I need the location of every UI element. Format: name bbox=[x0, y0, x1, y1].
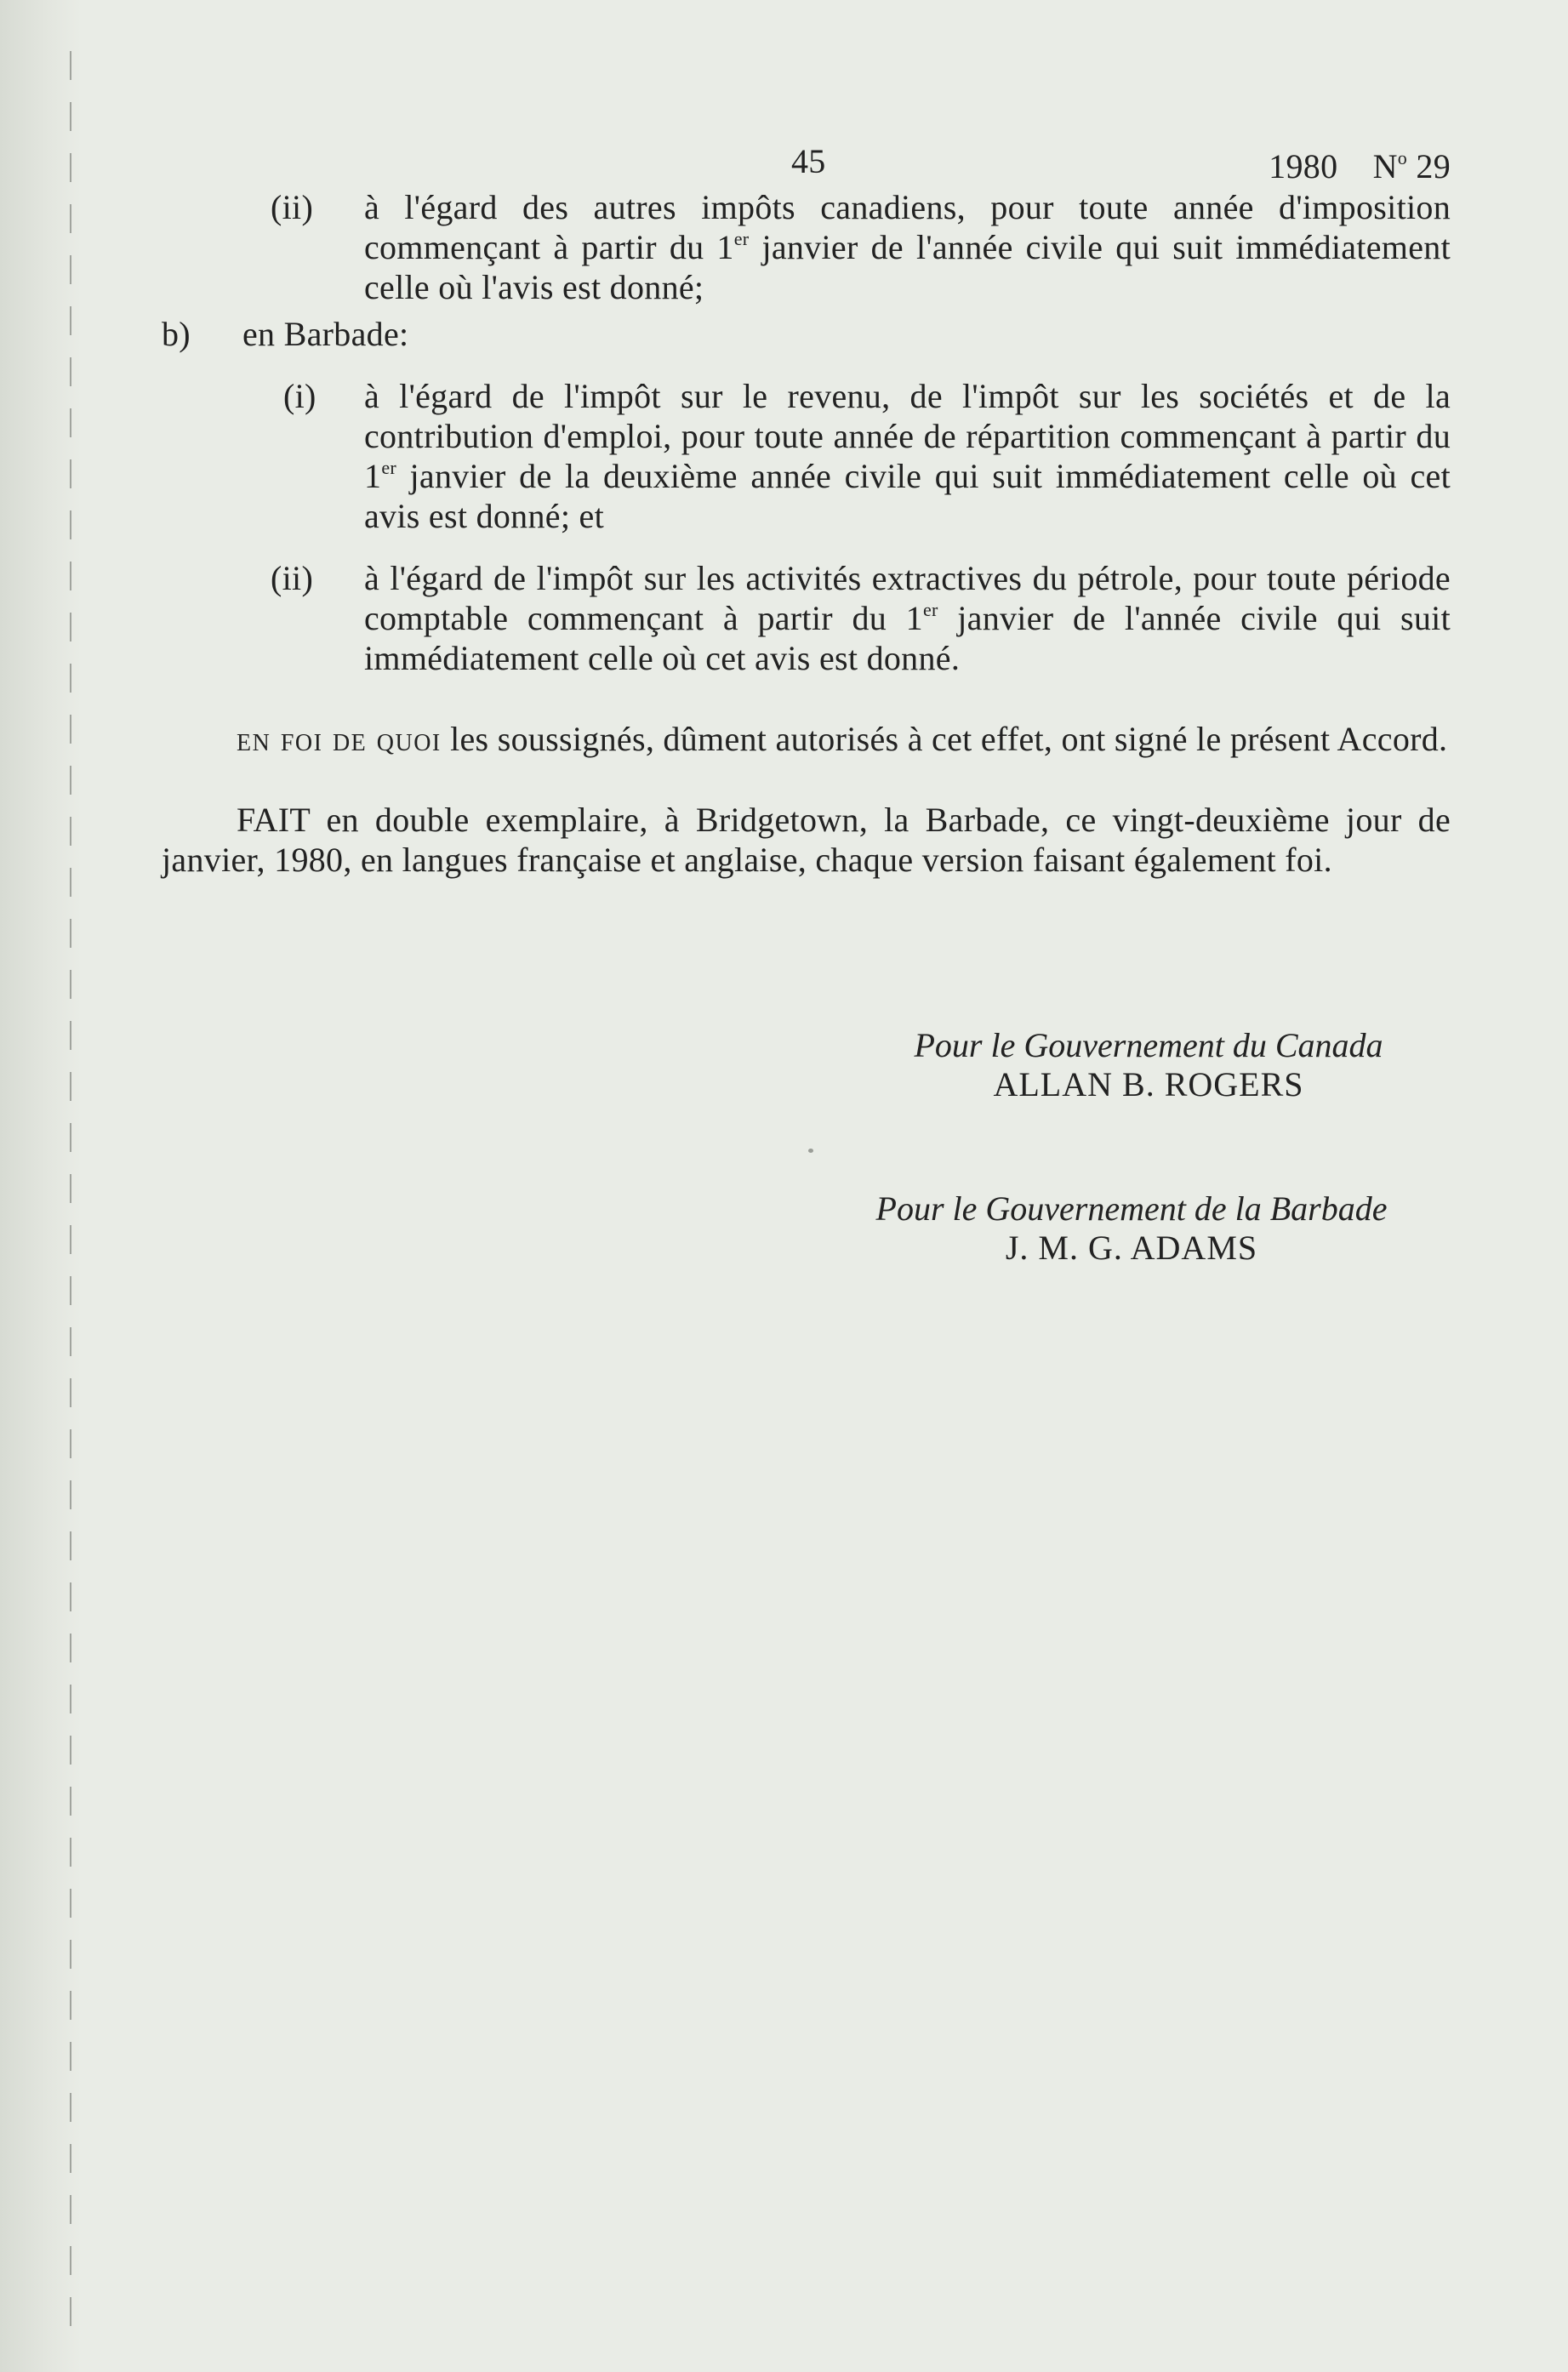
clause-b-ii bbox=[271, 558, 1451, 678]
clause-text: à l'égard des autres impôts canadiens, pour toute année d'imposition commençant à partir du 1 bbox=[364, 188, 1451, 266]
done-paragraph bbox=[162, 800, 1451, 880]
clause-b bbox=[162, 314, 1451, 354]
issue-number-label: $N^o$ bbox=[1372, 147, 1408, 185]
superscript: er bbox=[733, 228, 750, 249]
signatory-name: J. M. G. ADAMS bbox=[1005, 1229, 1258, 1267]
page-number: 45 bbox=[791, 142, 826, 180]
issue-number-label-sup: o bbox=[1397, 147, 1408, 168]
clause-text: janvier de l'année civile qui suit immédiatement celle où cet avis est donné. bbox=[364, 599, 1451, 677]
document-page bbox=[162, 136, 1451, 880]
signatory-government: Pour le Gouvernement de la Barbade bbox=[875, 1189, 1388, 1228]
done-text: FAIT en double exemplaire, à Bridgetown, la Barbade, ce vingt-deuxième jour de janvier, 1980, en langues française et anglaise, chaque version faisant également foi. bbox=[162, 801, 1451, 879]
witness-lead: en foi de quoi bbox=[237, 720, 442, 758]
issue-reference bbox=[1269, 146, 1451, 186]
clause-text: janvier de l'année civile qui suit immédiatement celle où l'avis est donné; bbox=[364, 228, 1451, 306]
superscript: er bbox=[381, 457, 397, 478]
signatory-name: ALLAN B. ROGERS bbox=[993, 1065, 1304, 1103]
clause-text: à l'égard de l'impôt sur les activités extractives du pétrole, pour toute période comptable commençant à partir du 1 bbox=[364, 559, 1451, 637]
superscript: er bbox=[922, 599, 938, 620]
witness-text: les soussignés, dûment autorisés à cet effet, ont signé le présent Accord. bbox=[441, 720, 1448, 758]
clause-marker: (ii) bbox=[271, 559, 314, 597]
clause-text: en Barbade: bbox=[242, 315, 409, 353]
clause-b-i bbox=[283, 376, 1451, 536]
binding-stitches bbox=[70, 51, 71, 2331]
signatory-government: Pour le Gouvernement du Canada bbox=[914, 1026, 1383, 1064]
witness-paragraph bbox=[162, 719, 1451, 759]
clause-marker: (i) bbox=[283, 377, 316, 415]
clause-text: janvier de la deuxième année civile qui suit immédiatement celle où cet avis est donné; et bbox=[364, 457, 1451, 535]
signature-barbados bbox=[834, 1189, 1429, 1268]
issue-year: 1980 bbox=[1269, 147, 1338, 185]
issue-number: 29 bbox=[1416, 147, 1451, 185]
clause-a-ii bbox=[271, 187, 1451, 307]
signature-canada bbox=[851, 1026, 1446, 1104]
paper-speck bbox=[808, 1149, 813, 1153]
clause-text: à l'égard de l'impôt sur le revenu, de l'impôt sur les sociétés et de la contribution d'emploi, pour toute année de répartition commençant à partir du 1 bbox=[364, 377, 1451, 495]
page-header bbox=[162, 136, 1451, 187]
clause-marker: (ii) bbox=[271, 188, 314, 226]
clause-marker: b) bbox=[162, 315, 191, 353]
